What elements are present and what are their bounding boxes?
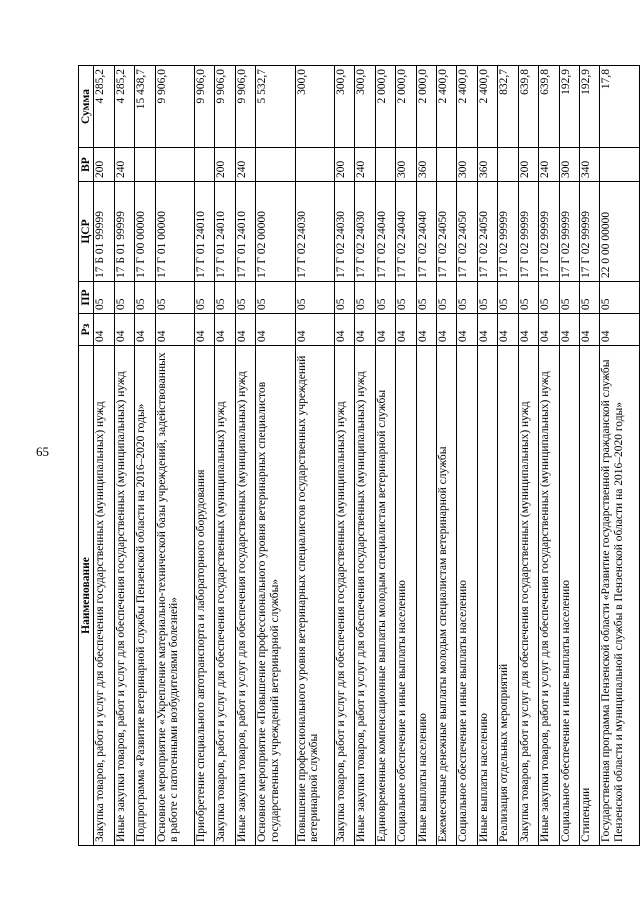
cell-csr: 17 Г 02 24030	[355, 182, 375, 282]
cell-rz: 04	[94, 314, 114, 346]
cell-sum: 15 438,7	[135, 66, 155, 148]
cell-name: Социальное обеспечение и иные выплаты населению	[559, 346, 579, 846]
cell-pr: 05	[457, 282, 477, 314]
cell-vr	[135, 148, 155, 182]
cell-csr: 17 Г 02 99999	[559, 182, 579, 282]
cell-vr: 200	[215, 148, 235, 182]
cell-name: Закупка товаров, работ и услуг для обеспечения государственных (муниципальных) нужд	[94, 346, 114, 846]
cell-vr	[295, 148, 334, 182]
cell-pr: 05	[256, 282, 295, 314]
cell-rz: 04	[195, 314, 215, 346]
cell-pr: 05	[559, 282, 579, 314]
cell-sum: 2 000,0	[375, 66, 395, 148]
cell-rz: 04	[355, 314, 375, 346]
cell-vr	[498, 148, 518, 182]
table-row	[135, 66, 155, 846]
table-row	[579, 66, 599, 846]
cell-pr: 05	[155, 282, 194, 314]
cell-vr	[600, 148, 640, 182]
cell-vr	[437, 148, 457, 182]
cell-rz: 04	[334, 314, 354, 346]
table-row	[215, 66, 235, 846]
cell-rz: 04	[579, 314, 599, 346]
cell-sum: 9 906,0	[215, 66, 235, 148]
cell-rz: 04	[416, 314, 436, 346]
cell-vr: 240	[114, 148, 134, 182]
cell-csr: 17 Г 02 99999	[518, 182, 538, 282]
cell-rz: 04	[457, 314, 477, 346]
page-number: 65	[36, 444, 49, 459]
cell-sum: 5 532,7	[256, 66, 295, 148]
cell-csr: 17 Г 02 24050	[437, 182, 457, 282]
cell-vr	[256, 148, 295, 182]
cell-vr: 240	[355, 148, 375, 182]
cell-rz: 04	[215, 314, 235, 346]
cell-name: Основное мероприятие «Укрепление материально-технической базы учреждений, задействованных в работе с патогенными возбудителями болезней»	[155, 346, 194, 846]
cell-rz: 04	[498, 314, 518, 346]
table-row	[437, 66, 457, 846]
cell-csr: 17 Г 02 24040	[375, 182, 395, 282]
cell-csr: 17 Г 02 99999	[579, 182, 599, 282]
cell-csr: 17 Г 02 99999	[539, 182, 559, 282]
cell-csr: 17 Г 02 24030	[334, 182, 354, 282]
cell-csr: 17 Г 02 24040	[416, 182, 436, 282]
cell-sum: 9 906,0	[155, 66, 194, 148]
cell-pr: 05	[215, 282, 235, 314]
cell-rz: 04	[396, 314, 416, 346]
cell-sum: 9 906,0	[235, 66, 255, 148]
cell-vr: 340	[579, 148, 599, 182]
cell-pr: 05	[135, 282, 155, 314]
budget-table	[78, 65, 640, 846]
cell-vr	[195, 148, 215, 182]
cell-sum: 832,7	[498, 66, 518, 148]
cell-rz: 04	[114, 314, 134, 346]
cell-vr: 300	[396, 148, 416, 182]
cell-sum: 2 400,0	[437, 66, 457, 148]
table-row	[256, 66, 295, 846]
table-row	[518, 66, 538, 846]
table-row	[559, 66, 579, 846]
cell-csr: 17 Г 02 24050	[477, 182, 497, 282]
cell-rz: 04	[477, 314, 497, 346]
cell-sum: 192,9	[579, 66, 599, 148]
cell-rz: 04	[256, 314, 295, 346]
table-row	[498, 66, 518, 846]
cell-csr: 22 0 00 00000	[600, 182, 640, 282]
cell-pr: 05	[295, 282, 334, 314]
table-row	[195, 66, 215, 846]
cell-rz: 04	[539, 314, 559, 346]
cell-csr: 17 Г 02 00000	[256, 182, 295, 282]
cell-vr: 360	[477, 148, 497, 182]
cell-name: Социальное обеспечение и иные выплаты населению	[457, 346, 477, 846]
header-pr: ПР	[79, 282, 94, 314]
header-name: Наименование	[79, 346, 94, 846]
cell-name: Иные выплаты населению	[416, 346, 436, 846]
cell-name: Иные выплаты населению	[477, 346, 497, 846]
table-row	[334, 66, 354, 846]
cell-sum: 192,9	[559, 66, 579, 148]
cell-csr: 17 Г 00 00000	[135, 182, 155, 282]
cell-vr: 300	[559, 148, 579, 182]
cell-pr: 05	[355, 282, 375, 314]
cell-name: Иные закупки товаров, работ и услуг для обеспечения государственных (муниципальных) нужд	[235, 346, 255, 846]
cell-pr: 05	[539, 282, 559, 314]
table-row	[235, 66, 255, 846]
table-row	[396, 66, 416, 846]
cell-name: Реализация отдельных мероприятий	[498, 346, 518, 846]
cell-name: Закупка товаров, работ и услуг для обеспечения государственных (муниципальных) нужд	[518, 346, 538, 846]
cell-name: Государственная программа Пензенской области «Развитие государственной гражданской службы Пензенской области и муниципальной службы в Пензенской области на 2016–2020 годы»	[600, 346, 640, 846]
cell-sum: 9 906,0	[195, 66, 215, 148]
cell-vr: 200	[518, 148, 538, 182]
cell-rz: 04	[518, 314, 538, 346]
cell-pr: 05	[437, 282, 457, 314]
cell-csr: 17 Г 02 99999	[498, 182, 518, 282]
header-rz: Рз	[79, 314, 94, 346]
header-sum: Сумма	[79, 66, 94, 148]
cell-sum: 2 000,0	[416, 66, 436, 148]
cell-vr: 360	[416, 148, 436, 182]
cell-rz: 04	[295, 314, 334, 346]
cell-sum: 639,8	[518, 66, 538, 148]
rotated-page-content	[78, 66, 640, 846]
cell-pr: 05	[416, 282, 436, 314]
cell-csr: 17 Г 02 24040	[396, 182, 416, 282]
cell-pr: 05	[396, 282, 416, 314]
cell-name: Закупка товаров, работ и услуг для обеспечения государственных (муниципальных) нужд	[215, 346, 235, 846]
cell-name: Повышение профессионального уровня ветеринарных специалистов государственных учреждений ветеринарной службы	[295, 346, 334, 846]
cell-csr: 17 Г 02 24050	[457, 182, 477, 282]
cell-name: Иные закупки товаров, работ и услуг для обеспечения государственных (муниципальных) нужд	[355, 346, 375, 846]
cell-name: Иные закупки товаров, работ и услуг для обеспечения государственных (муниципальных) нужд	[114, 346, 134, 846]
table-row	[457, 66, 477, 846]
cell-rz: 04	[235, 314, 255, 346]
cell-rz: 04	[559, 314, 579, 346]
cell-csr: 17 Г 01 24010	[195, 182, 215, 282]
cell-vr	[155, 148, 194, 182]
table-row	[375, 66, 395, 846]
cell-name: Приобретение специального автотранспорта и лабораторного оборудования	[195, 346, 215, 846]
cell-name: Ежемесячные денежные выплаты молодым специалистам ветеринарной службы	[437, 346, 457, 846]
cell-sum: 300,0	[355, 66, 375, 148]
cell-sum: 2 400,0	[477, 66, 497, 148]
table-row	[94, 66, 114, 846]
cell-pr: 05	[94, 282, 114, 314]
header-vr: ВР	[79, 148, 94, 182]
cell-pr: 05	[498, 282, 518, 314]
cell-pr: 05	[195, 282, 215, 314]
cell-vr: 240	[235, 148, 255, 182]
cell-sum: 2 000,0	[396, 66, 416, 148]
cell-rz: 04	[155, 314, 194, 346]
cell-sum: 2 400,0	[457, 66, 477, 148]
cell-rz: 04	[135, 314, 155, 346]
cell-name: Основное мероприятие «Повышение профессионального уровня ветеринарных специалистов государственных учреждений ветеринарной службы»	[256, 346, 295, 846]
cell-pr: 05	[375, 282, 395, 314]
cell-csr: 17 Г 01 24010	[215, 182, 235, 282]
table-row	[355, 66, 375, 846]
cell-csr: 17 Г 02 24030	[295, 182, 334, 282]
cell-csr: 17 Б 01 99999	[94, 182, 114, 282]
cell-sum: 300,0	[334, 66, 354, 148]
cell-name: Социальное обеспечение и иные выплаты населению	[396, 346, 416, 846]
cell-pr: 05	[477, 282, 497, 314]
cell-vr: 300	[457, 148, 477, 182]
cell-sum: 17,8	[600, 66, 640, 148]
cell-pr: 05	[600, 282, 640, 314]
cell-rz: 04	[437, 314, 457, 346]
table-row	[114, 66, 134, 846]
table-row	[477, 66, 497, 846]
cell-csr: 17 Б 01 99999	[114, 182, 134, 282]
cell-sum: 300,0	[295, 66, 334, 148]
cell-pr: 05	[334, 282, 354, 314]
cell-vr: 200	[334, 148, 354, 182]
table-header-row	[79, 66, 94, 846]
header-csr: ЦСР	[79, 182, 94, 282]
cell-vr	[375, 148, 395, 182]
table-row	[155, 66, 194, 846]
cell-sum: 639,8	[539, 66, 559, 148]
cell-pr: 05	[579, 282, 599, 314]
cell-name: Единовременные компенсационные выплаты молодым специалистам ветеринарной службы	[375, 346, 395, 846]
cell-name: Иные закупки товаров, работ и услуг для обеспечения государственных (муниципальных) нужд	[539, 346, 559, 846]
cell-name: Закупка товаров, работ и услуг для обеспечения государственных (муниципальных) нужд	[334, 346, 354, 846]
table-row	[600, 66, 640, 846]
cell-vr: 240	[539, 148, 559, 182]
table-row	[295, 66, 334, 846]
cell-pr: 05	[235, 282, 255, 314]
cell-pr: 05	[518, 282, 538, 314]
table-row	[539, 66, 559, 846]
cell-name: Подпрограмма «Развитие ветеринарной службы Пензенской области на 2016–2020 годы»	[135, 346, 155, 846]
cell-csr: 17 Г 01 00000	[155, 182, 194, 282]
cell-csr: 17 Г 01 24010	[235, 182, 255, 282]
cell-pr: 05	[114, 282, 134, 314]
cell-rz: 04	[600, 314, 640, 346]
cell-name: Стипендии	[579, 346, 599, 846]
cell-sum: 4 285,2	[114, 66, 134, 148]
cell-sum: 4 285,2	[94, 66, 114, 148]
cell-vr: 200	[94, 148, 114, 182]
table-row	[416, 66, 436, 846]
cell-rz: 04	[375, 314, 395, 346]
